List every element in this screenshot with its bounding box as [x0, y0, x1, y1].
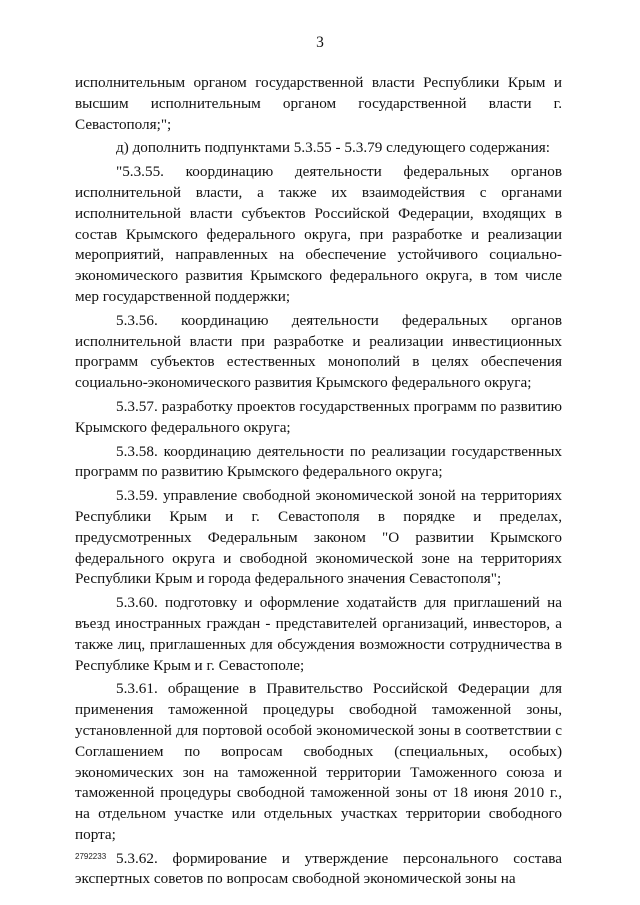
paragraph-5-3-62: 5.3.62. формирование и утверждение персонального состава экспертных советов по вопросам свободной экономической зоны на: [75, 849, 562, 888]
page-number: 3: [316, 34, 324, 51]
document-code: 2792233: [75, 852, 107, 861]
paragraph-5-3-61: 5.3.61. обращение в Правительство Российской Федерации для применения таможенной процедуры свободной таможенной зоны, установленной для портовой особой экономической зоны в соответствии с Соглашением по вопросам свободных (специальных, особых) экономических зон на таможенной территории Таможенного союза и таможенной процедуры свободной таможенной зоны от 18 июня 2010 г., на отдельном участке или отдельных участках территории свободного порта;: [75, 680, 562, 843]
paragraph-continuation: исполнительным органом государственной власти Республики Крым и высшим исполнительным органом государственной власти г. Севастополя;";: [75, 74, 562, 133]
paragraph-5-3-55: "5.3.55. координацию деятельности федеральных органов исполнительной власти, а также их взаимодействия с органами исполнительной власти субъектов Российской Федерации, входящих в состав Крымского федерального округа, при разработке и реализации мероприятий, направленных на обеспечение устойчивого социально-экономического развития Крымского федерального округа, в том числе мер государственной поддержки;: [75, 163, 562, 305]
paragraph-5-3-58: 5.3.58. координацию деятельности по реализации государственных программ по развитию Крымского федерального округа;: [75, 442, 562, 481]
paragraph-5-3-57: 5.3.57. разработку проектов государственных программ по развитию Крымского федерального округа;: [75, 397, 562, 436]
paragraph-5-3-56: 5.3.56. координацию деятельности федеральных органов исполнительной власти при разработке и реализации инвестиционных программ субъектов естественных монополий в целях обеспечения социально-экономического развития Крымского федерального округа;: [75, 311, 562, 392]
document-body: [75, 73, 562, 890]
paragraph-5-3-59: 5.3.59. управление свободной экономической зоной на территориях Республики Крым и г. Севастополя в порядке и пределах, предусмотренных Федеральным законом "О развитии Крымского федерального округа и свободной экономической зоне на территориях Республики Крым и города федерального значения Севастополя";: [75, 487, 562, 588]
paragraph-5-3-60: 5.3.60. подготовку и оформление ходатайств для приглашений на въезд иностранных граждан - представителей организаций, инвесторов, а также лиц, приглашенных для обсуждения возможности сотрудничества в Республике Крым и г. Севастополе;: [75, 594, 562, 674]
paragraph-amendment-d: д) дополнить подпунктами 5.3.55 - 5.3.79 следующего содержания:: [116, 139, 550, 157]
